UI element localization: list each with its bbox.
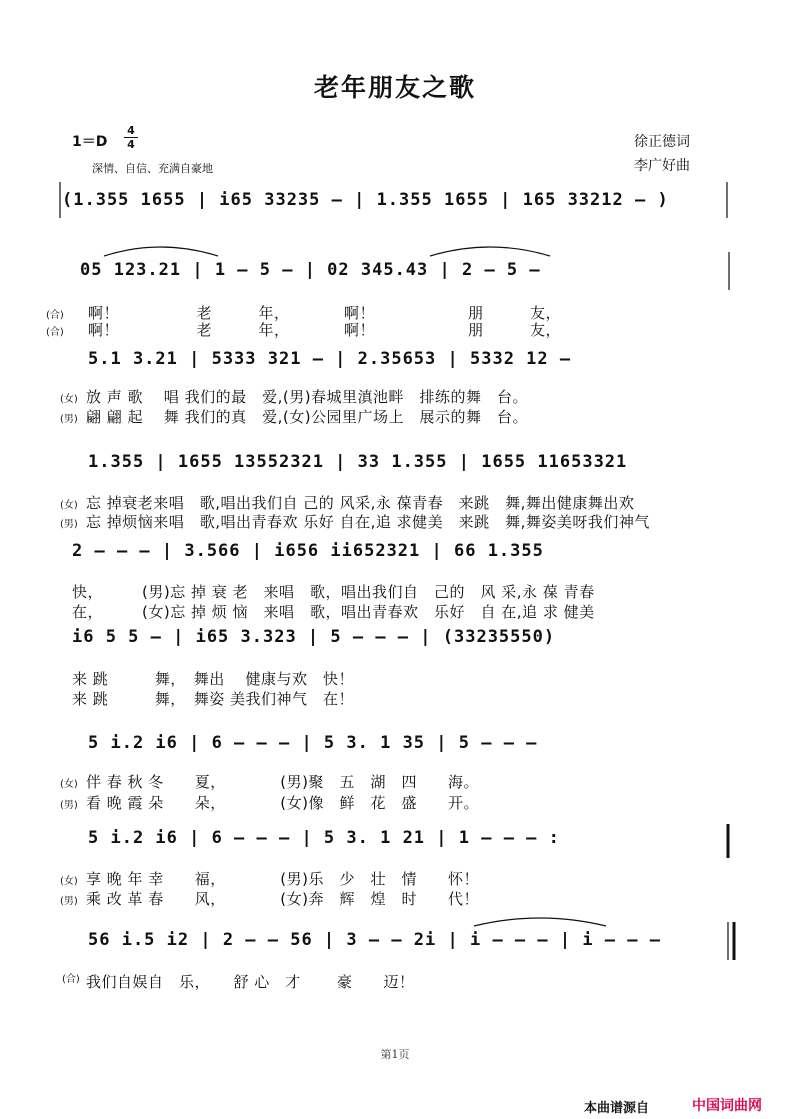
key-signature: 1＝D: [72, 134, 108, 150]
composer-credit: 李广好曲: [634, 158, 690, 174]
lyric-line: 乘 改 革 春 风， (女)奔 辉 煌 时 代！: [86, 890, 480, 908]
lyric-role: (男): [60, 800, 78, 811]
score-system-9-notes: 56 i.5 i2 | 2 – – 56 | 3 – – 2i | i – – – | i – – –: [88, 930, 661, 950]
score-system-3-notes: 5.1 3.21 | 5333 321 – | 2.35653 | 5332 12 –: [88, 349, 572, 369]
lyric-line: 翩 翩 起 舞 我们的真 爱,(女)公园里广场上 展示的舞 台。: [86, 408, 529, 426]
lyric-line: 在， (女)忘 掉 烦 恼 来唱 歌，唱出青春欢 乐好 自 在,追 求 健美: [72, 603, 595, 621]
slur: [430, 247, 550, 256]
lyric-role: (男): [60, 519, 78, 530]
time-signature: [124, 124, 138, 151]
lyric-line: 伴 春 秋 冬 夏， (男)聚 五 湖 四 海。: [86, 773, 480, 791]
lyric-role: (男): [60, 414, 78, 425]
song-title: 老年朋友之歌: [313, 73, 476, 102]
lyric-role: (合): [62, 974, 80, 985]
source-brand-link[interactable]: 中国词曲网: [692, 1098, 762, 1114]
score-system-6-notes: i6 5 5 – | i65 3.323 | 5 – – – | (33235550): [72, 627, 556, 647]
lyricist-credit: 徐正德词: [634, 134, 690, 150]
lyric-line: 忘 掉烦恼来唱 歌,唱出青春欢 乐好 自在,追 求健美 来跳 舞,舞姿美呀我们神气: [86, 513, 650, 531]
tempo-mood: 深情、自信、充满自豪地: [92, 162, 213, 175]
lyric-line: 来 跳 舞， 舞姿 美我们神气 在！: [72, 690, 355, 708]
score-system-5-notes: 2 – – – | 3.566 | i656 ii652321 | 66 1.355: [72, 541, 544, 561]
time-signature-bottom: 4: [124, 137, 138, 151]
lyric-line: 来 跳 舞， 舞出 健康与欢 快！: [72, 670, 355, 688]
lyric-line: 啊！ 老 年， 啊！ 朋 友，: [88, 304, 562, 322]
score-system-1-notes: (1.355 1655 | i65 33235 – | 1.355 1655 | 165 33212 – ): [62, 190, 669, 210]
score-system-4-notes: 1.355 | 1655 13552321 | 33 1.355 | 1655 11653321: [88, 452, 628, 472]
lyric-line: 啊！ 老 年， 啊！ 朋 友，: [88, 321, 562, 339]
lyric-line: 忘 掉衰老来唱 歌,唱出我们自 己的 风采,永 葆青春 来跳 舞,舞出健康舞出欢: [86, 494, 635, 512]
lyric-role: (合): [46, 327, 64, 338]
lyric-line: 放 声 歌 唱 我们的最 爱,(男)春城里滇池畔 排练的舞 台。: [86, 388, 529, 406]
lyric-line: 快， (男)忘 掉 衰 老 来唱 歌，唱出我们自 己的 风 采,永 葆 青春: [72, 583, 595, 601]
lyric-line: 享 晚 年 幸 福， (男)乐 少 壮 情 怀！: [86, 870, 480, 888]
time-signature-top: 4: [127, 124, 135, 137]
lyric-role: (男): [60, 896, 78, 907]
score-system-2-notes: 05 123.21 | 1 – 5 – | 02 345.43 | 2 – 5 –: [80, 260, 541, 280]
lyric-line: 我们自娱自 乐， 舒 心 才 豪 迈！: [86, 973, 415, 991]
score-system-7-notes: 5 i.2 i6 | 6 – – – | 5 3. 1 35 | 5 – – –: [88, 733, 538, 753]
lyric-role: (女): [60, 779, 78, 790]
slur: [474, 918, 606, 926]
lyric-line: 看 晚 霞 朵 朵， (女)像 鲜 花 盛 开。: [86, 794, 480, 812]
page-number: 第1页: [380, 1048, 410, 1061]
lyric-role: (女): [60, 500, 78, 511]
source-label: 本曲谱源自: [584, 1101, 650, 1116]
score-system-8-notes: 5 i.2 i6 | 6 – – – | 5 3. 1 21 | 1 – – – :: [88, 828, 560, 848]
slur: [104, 247, 218, 256]
lyric-role: (女): [60, 876, 78, 887]
lyric-role: (女): [60, 394, 78, 405]
lyric-role: (合): [46, 310, 64, 321]
